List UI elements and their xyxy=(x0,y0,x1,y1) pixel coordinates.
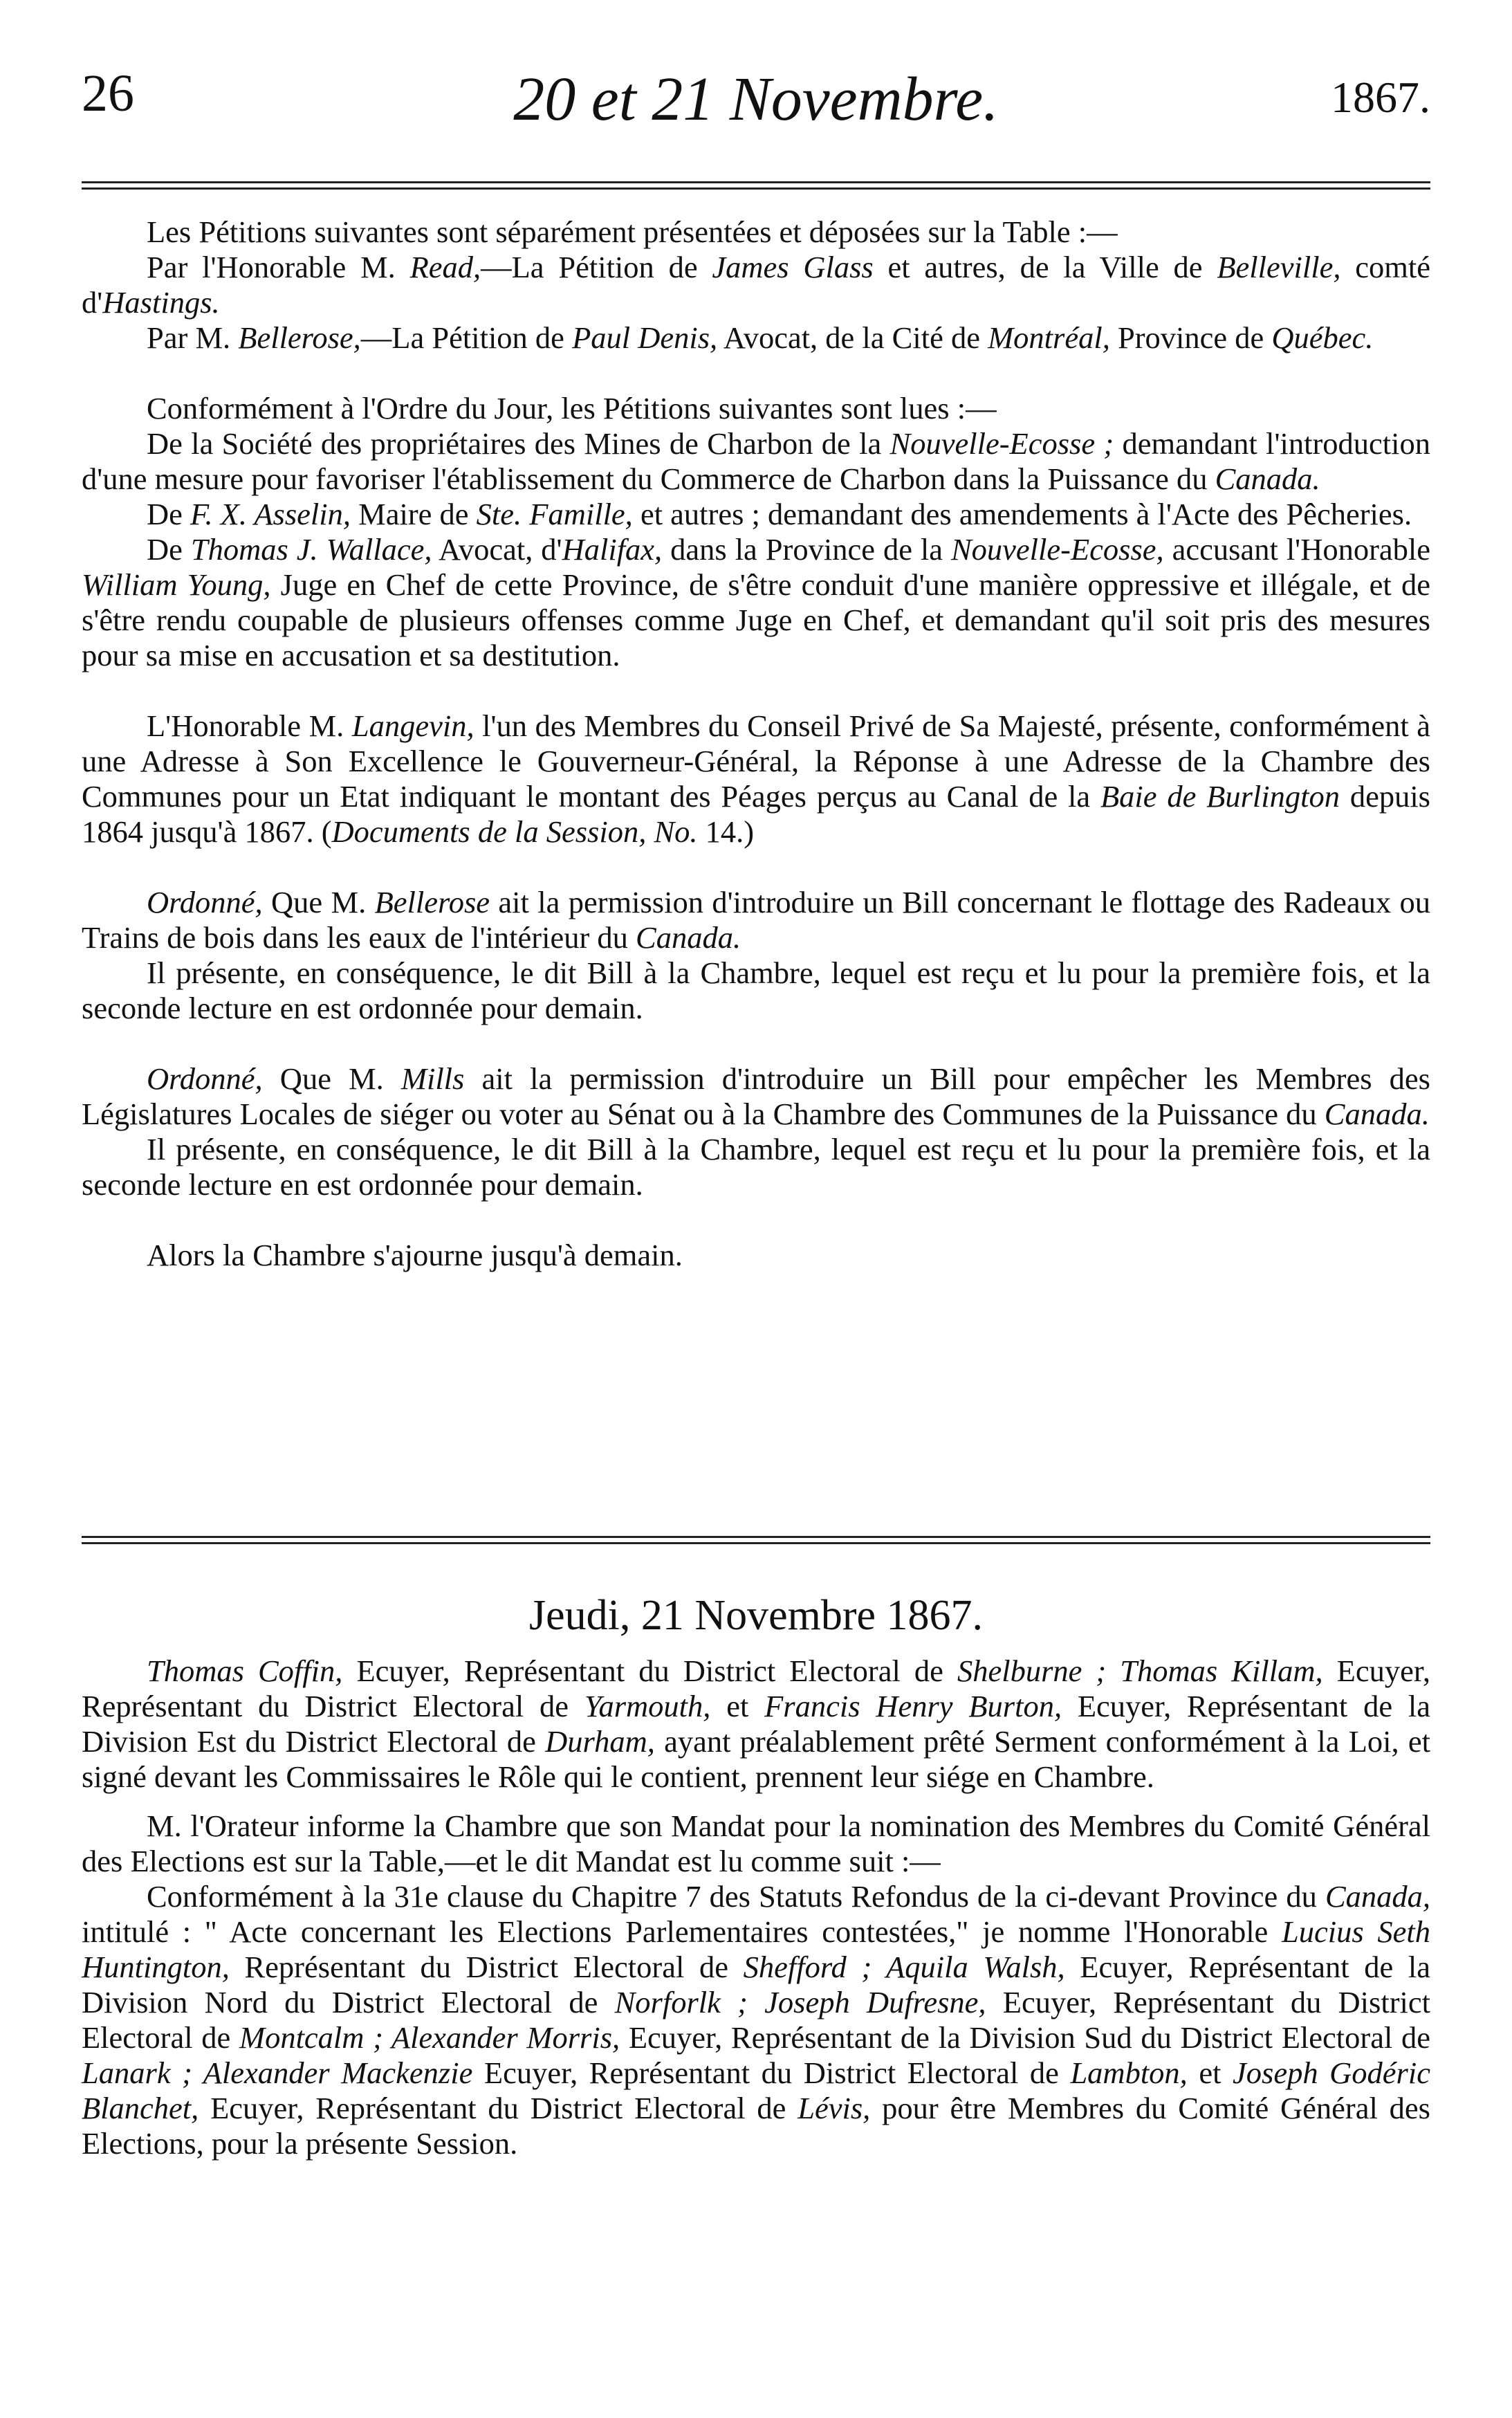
paragraph: Ordonné, Que M. Bellerose ait la permission d'introduire un Bill concernant le flottage des Radeaux ou Trains de bois dans les eaux de l'intérieur du Canada. xyxy=(82,885,1430,955)
section-divider xyxy=(82,1536,1430,1548)
header-year: 1867. xyxy=(1331,73,1430,122)
adjournment-line: Alors la Chambre s'ajourne jusqu'à demain. xyxy=(147,1238,683,1272)
paragraph: Ordonné, Que M. Mills ait la permission d'introduire un Bill pour empêcher les Membres des Législatures Locales de siéger ou voter au Sénat ou à la Chambre des Communes de la Puissance du Canada. xyxy=(82,1061,1430,1131)
paragraph: De F. X. Asselin, Maire de Ste. Famille, et autres ; demandant des amendements à l'Acte des Pêcheries. xyxy=(147,497,1412,531)
paragraph: Il présente, en conséquence, le dit Bill à la Chambre, lequel est reçu et lu pour la première fois, et la seconde lecture en est ordonnée pour demain. xyxy=(82,1132,1430,1202)
paragraph: Conformément à l'Ordre du Jour, les Pétitions suivantes sont lues :— xyxy=(147,391,997,425)
main-text xyxy=(82,214,1430,1273)
page-title: 20 et 21 Novembre. xyxy=(513,65,999,134)
page-number: 26 xyxy=(82,64,134,122)
main-text-continued xyxy=(82,1654,1430,2161)
paragraph: Il présente, en conséquence, le dit Bill à la Chambre, lequel est reçu et lu pour la première fois, et la seconde lecture en est ordonnée pour demain. xyxy=(82,955,1430,1025)
paragraph: Les Pétitions suivantes sont séparément présentées et déposées sur la Table :— xyxy=(147,214,1118,249)
paragraph: Conformément à la 31e clause du Chapitre 7 des Statuts Refondus de la ci-devant Province du Canada, intitulé : " Acte concernant les Elections Parlementaires contestées," je nomme l'Honorable Lucius Seth Huntington, Représentant du District Electoral de Shefford ; Aquila Walsh, Ecuyer, Représentant de la Division Nord du District Electoral de Norforlk ; Joseph Dufresne, Ecuyer, Représentant du District Electoral de Montcalm ; Alexander Morris, Ecuyer, Représentant de la Division Sud du District Electoral de Lanark ; Alexander Mackenzie Ecuyer, Représentant du District Electoral de Lambton, et Joseph Godéric Blanchet, Ecuyer, Représentant du District Electoral de Lévis, pour être Membres du Comité Général des Elections, pour la présente Session. xyxy=(82,1879,1431,2161)
paragraph: Thomas Coffin, Ecuyer, Représentant du District Electoral de Shelburne ; Thomas Killam, Ecuyer, Représentant du District Electoral de Yarmouth, et Francis Henry Burton, Ecuyer, Représentant de la Division Est du District Electoral de Durham, ayant préalablement prêté Serment conformément à la Loi, et signé devant les Commissaires le Rôle qui le contient, prennent leur siége en Chambre. xyxy=(82,1654,1431,1794)
page-header xyxy=(0,64,1512,147)
date-heading: Jeudi, 21 Novembre 1867. xyxy=(528,1592,984,1639)
header-divider xyxy=(82,181,1430,194)
paragraph: M. l'Orateur informe la Chambre que son Mandat pour la nomination des Membres du Comité Général des Elections est sur la Table,—et le dit Mandat est lu comme suit :— xyxy=(82,1808,1430,1878)
paragraph: L'Honorable M. Langevin, l'un des Membres du Conseil Privé de Sa Majesté, présente, conformément à une Adresse à Son Excellence le Gouverneur-Général, la Réponse à une Adresse de la Chambre des Communes pour un Etat indiquant le montant des Péages perçus au Canal de la Baie de Burlington depuis 1864 jusqu'à 1867. (Documents de la Session, No. 14.) xyxy=(82,708,1431,849)
paragraph: Par l'Honorable M. Read,—La Pétition de James Glass et autres, de la Ville de Belleville, comté d'Hastings. xyxy=(82,250,1430,320)
paragraph: Par M. Bellerose,—La Pétition de Paul Denis, Avocat, de la Cité de Montréal, Province de Québec. xyxy=(147,320,1374,355)
paragraph: De Thomas J. Wallace, Avocat, d'Halifax, dans la Province de la Nouvelle-Ecosse, accusant l'Honorable William Young, Juge en Chef de cette Province, de s'être conduit d'une manière oppressive et illégale, et de s'être rendu coupable de plusieurs offenses comme Juge en Chef, et demandant qu'il soit pris des mesures pour sa mise en accusation et sa destitution. xyxy=(82,532,1431,672)
paragraph: De la Société des propriétaires des Mines de Charbon de la Nouvelle-Ecosse ; demandant l'introduction d'une mesure pour favoriser l'établissement du Commerce de Charbon dans la Puissance du Canada. xyxy=(82,426,1430,496)
